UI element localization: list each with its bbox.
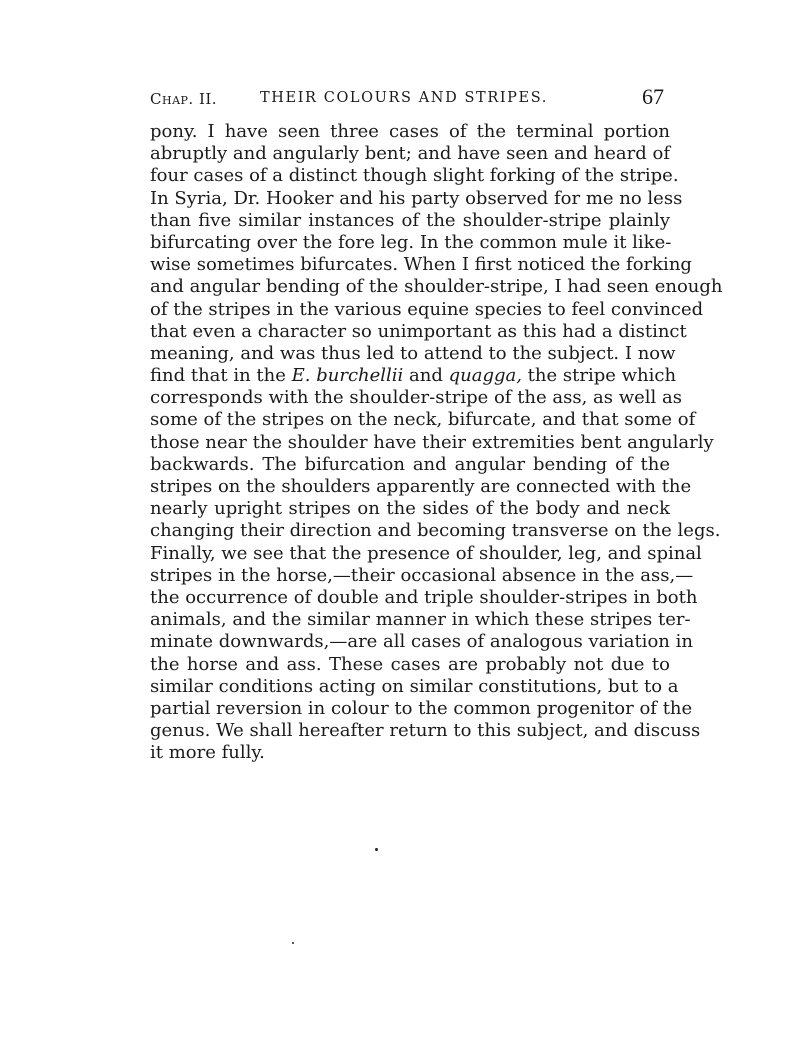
text-fragment: and: [403, 365, 449, 387]
text-line: those near the shoulder have their extremities bent angularly: [150, 431, 714, 453]
text-line: corresponds with the shoulder-stripe of the ass, as well as: [150, 387, 682, 409]
text-line: four cases of a distinct though slight forking of the stripe.: [150, 165, 679, 187]
text-line: and angular bending of the shoulder-stripe, I had seen enough: [150, 276, 723, 298]
text-line: nearly upright stripes on the sides of the body and neck: [150, 498, 670, 520]
text-line: genus. We shall hereafter return to this subject, and discuss: [150, 720, 701, 742]
text-line: Finally, we see that the presence of shoulder, leg, and spinal: [150, 542, 702, 564]
species-name-italic: quagga,: [448, 365, 522, 387]
text-line: some of the stripes on the neck, bifurcate, and that some of: [150, 409, 696, 431]
text-line: the horse and ass. These cases are probably not due to: [150, 653, 670, 675]
text-line: minate downwards,—are all cases of analogous variation in: [150, 631, 693, 653]
page-number: 67: [642, 84, 664, 109]
text-line: stripes in the horse,—their occasional absence in the ass,—: [150, 564, 694, 586]
text-line: meaning, and was thus led to attend to the subject. I now: [150, 342, 676, 364]
ink-speck: [292, 942, 294, 944]
text-line: of the stripes in the various equine species to feel convinced: [150, 298, 704, 320]
species-name-italic: E. burchellii: [291, 365, 404, 387]
text-line: that even a character so unimportant as this had a distinct: [150, 320, 687, 342]
text-line: than five similar instances of the shoulder-stripe plainly: [150, 209, 670, 231]
text-line-final: it more fully.: [150, 742, 265, 764]
text-line: changing their direction and becoming transverse on the legs.: [150, 520, 721, 542]
body-paragraph: [150, 121, 723, 764]
text-fragment: find that in the: [150, 365, 292, 387]
text-line-with-italics: [150, 365, 677, 387]
text-line: the occurrence of double and triple shoulder-stripes in both: [150, 586, 698, 608]
running-head-title: THEIR COLOURS AND STRIPES.: [260, 90, 548, 106]
text-line: partial reversion in colour to the common progenitor of the: [150, 697, 693, 719]
text-line: In Syria, Dr. Hooker and his party observed for me no less: [150, 187, 683, 209]
text-line: wise sometimes bifurcates. When I first noticed the forking: [150, 254, 692, 276]
text-line: bifurcating over the fore leg. In the common mule it like-: [150, 231, 672, 253]
text-line: backwards. The bifurcation and angular bending of the: [150, 453, 670, 475]
text-fragment: the stripe which: [521, 365, 677, 387]
running-head-chapter: Chap. II.: [150, 90, 218, 108]
text-line: abruptly and angularly bent; and have seen and heard of: [150, 143, 670, 165]
text-line: stripes on the shoulders apparently are connected with the: [150, 476, 692, 497]
ink-speck: [375, 848, 378, 851]
text-line: animals, and the similar manner in which these stripes ter-: [150, 609, 691, 631]
text-line: similar conditions acting on similar constitutions, but to a: [150, 675, 679, 697]
running-head: [150, 84, 664, 114]
text-line: pony. I have seen three cases of the terminal portion: [150, 121, 670, 142]
